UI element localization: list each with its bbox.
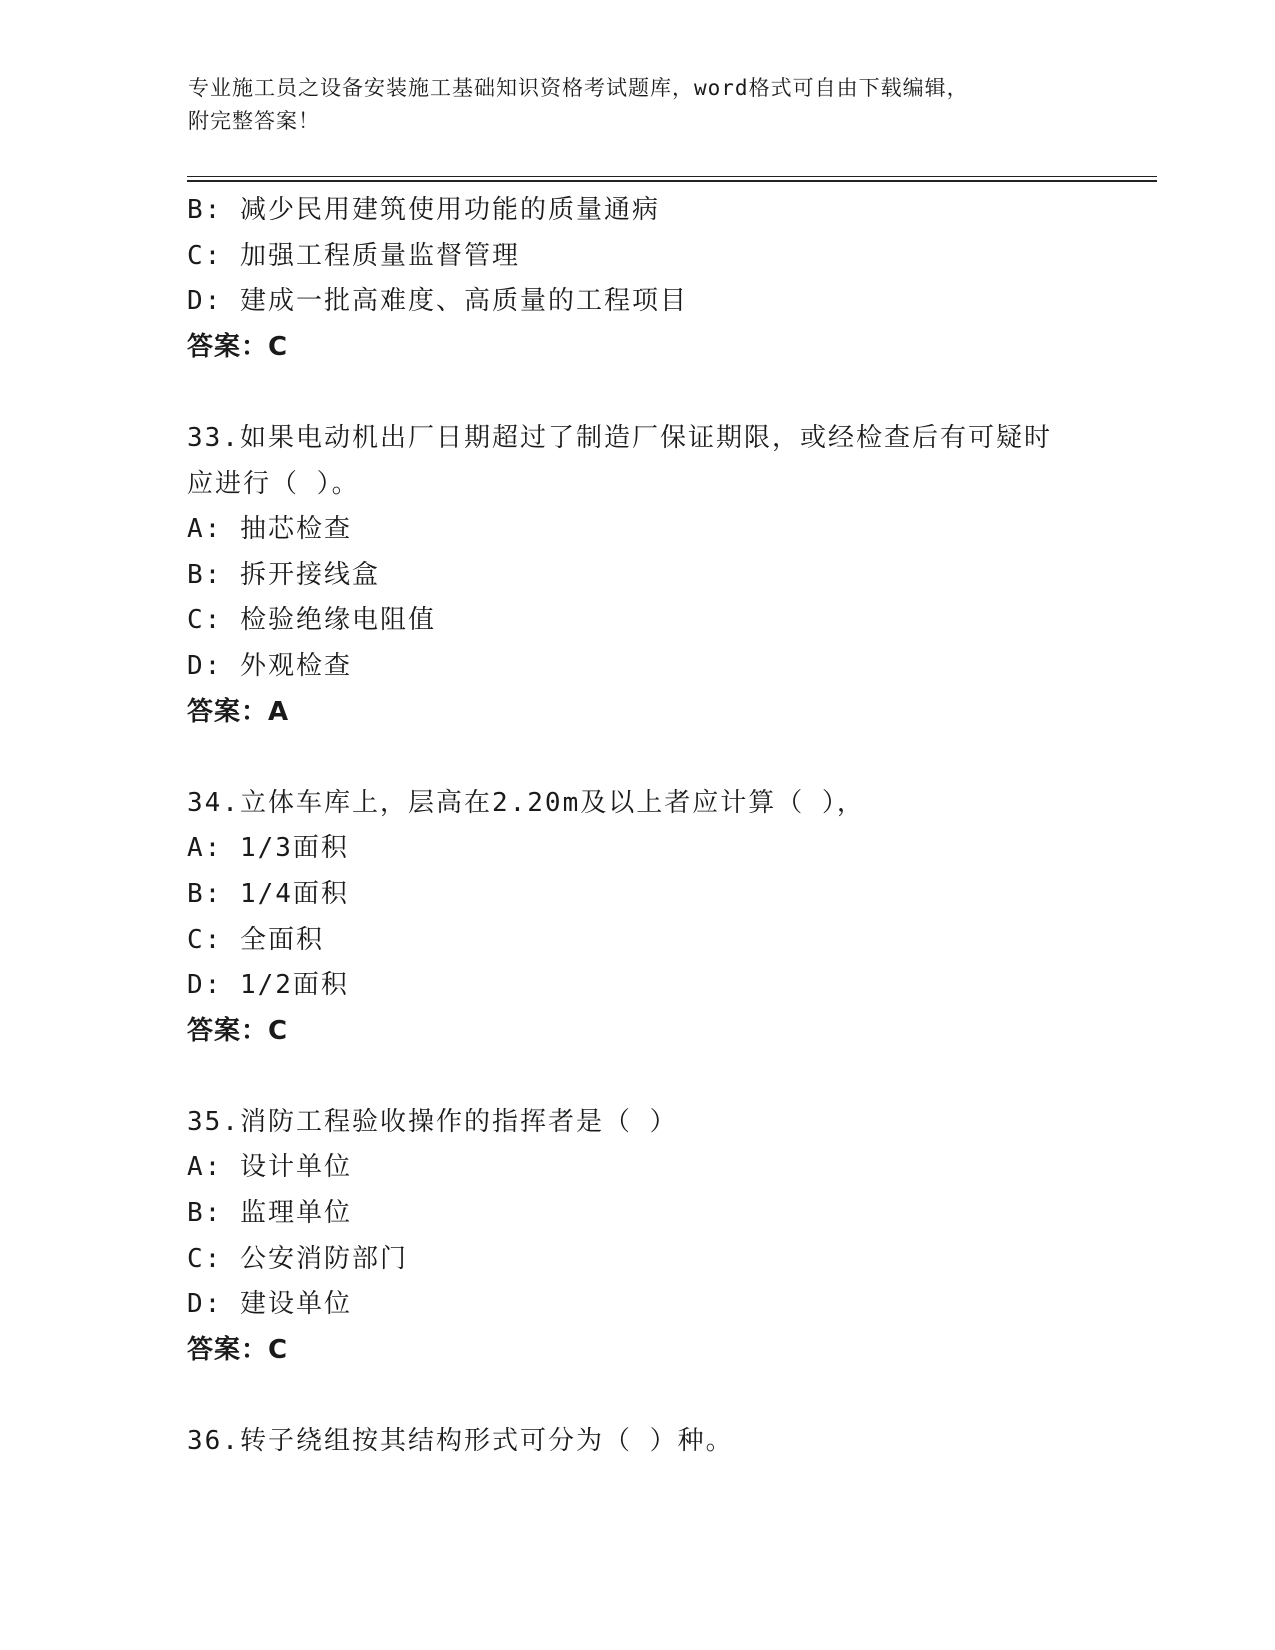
question-stem-line: 34.立体车库上，层高在2.20m及以上者应计算（ ），	[187, 787, 865, 818]
answer-label: 答案：A	[187, 696, 290, 727]
spacer	[187, 1373, 1087, 1419]
option-b: B: 监理单位	[187, 1198, 352, 1229]
question-content	[187, 188, 1087, 1465]
option-b: B: 1/4面积	[187, 878, 349, 909]
option-b: B: 减少民用建筑使用功能的质量通病	[187, 195, 660, 225]
question-stem-line: 33.如果电动机出厂日期超过了制造厂保证期限，或经检查后有可疑时	[187, 422, 1052, 453]
option-a: A: 1/3面积	[187, 833, 349, 864]
option-b: B: 拆开接线盒	[187, 559, 380, 590]
option-d: D: 外观检查	[187, 650, 352, 681]
header-line-1: 专业施工员之设备安装施工基础知识资格考试题库，word格式可自由下载编辑，	[188, 76, 969, 100]
option-d: D: 建设单位	[187, 1289, 352, 1320]
option-c: C: 全面积	[187, 924, 324, 955]
spacer	[187, 370, 1087, 416]
spacer	[187, 735, 1087, 781]
answer-label: 答案：C	[187, 331, 289, 362]
question-34	[187, 781, 1087, 1055]
question-35	[187, 1100, 1087, 1374]
answer-label: 答案：C	[187, 1015, 289, 1046]
question-36	[187, 1419, 1087, 1465]
option-a: A: 设计单位	[187, 1152, 352, 1183]
option-c: C: 公安消防部门	[187, 1243, 408, 1274]
spacer	[187, 1054, 1087, 1100]
header-divider-thick	[187, 180, 1157, 182]
document-header	[188, 72, 1068, 138]
header-line-2: 附完整答案！	[188, 109, 320, 133]
header-divider-thin	[187, 176, 1157, 177]
question-stem-line: 36.转子绕组按其结构形式可分为（ ）种。	[187, 1426, 734, 1457]
question-stem-line: 应进行（ ）。	[187, 468, 360, 499]
question-stem-line: 35.消防工程验收操作的指挥者是（ ）	[187, 1106, 678, 1137]
option-c: C: 加强工程质量监督管理	[187, 240, 520, 271]
previous-question	[187, 188, 1087, 370]
option-d: D: 建成一批高难度、高质量的工程项目	[187, 286, 688, 317]
question-33	[187, 416, 1087, 735]
answer-label: 答案：C	[187, 1334, 289, 1365]
option-a: A: 抽芯检查	[187, 514, 352, 545]
option-c: C: 检验绝缘电阻值	[187, 605, 436, 636]
option-d: D: 1/2面积	[187, 970, 349, 1001]
